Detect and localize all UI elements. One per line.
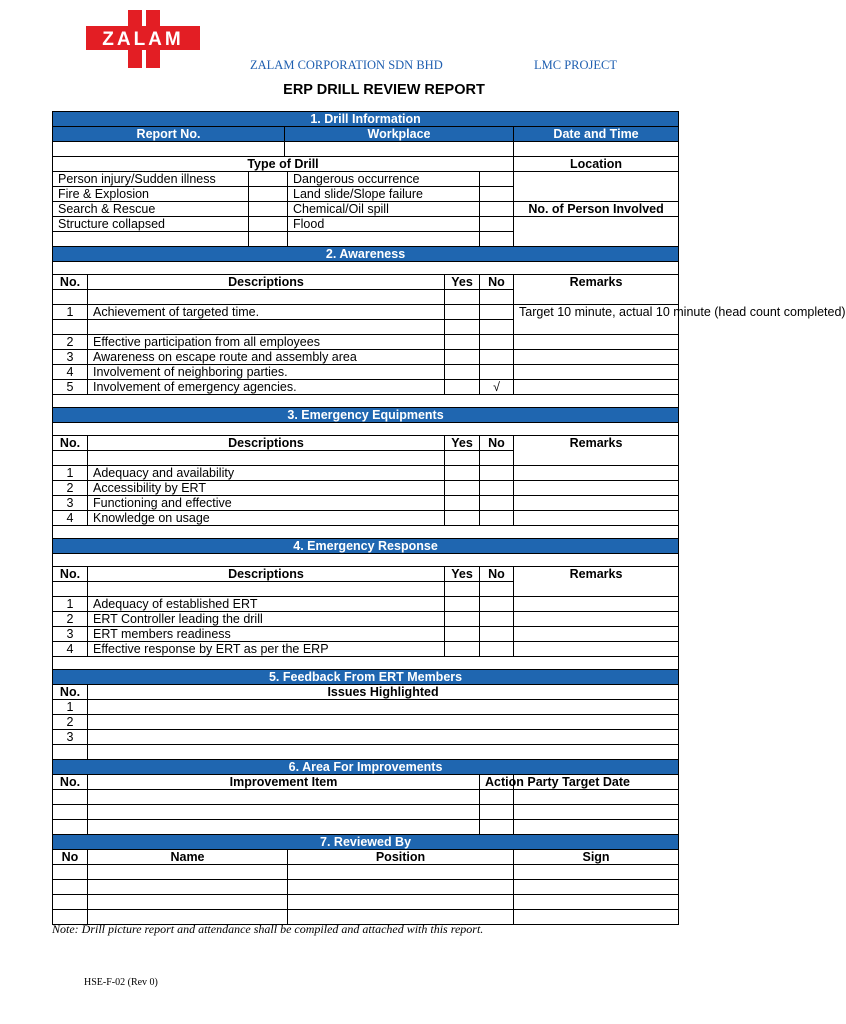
- yes-cell[interactable]: [445, 496, 480, 511]
- zalam-logo: [84, 8, 202, 70]
- row-description: Functioning and effective: [88, 496, 445, 511]
- col-name: Name: [88, 850, 288, 865]
- remarks-cell[interactable]: [514, 350, 679, 365]
- section-4-title: 4. Emergency Response: [53, 539, 679, 554]
- row-number: 2: [53, 481, 88, 496]
- yes-cell[interactable]: [445, 612, 480, 627]
- no-cell[interactable]: [480, 612, 514, 627]
- col-improvement-item: Improvement Item: [88, 775, 480, 790]
- no-cell[interactable]: [480, 481, 514, 496]
- drill-type-label: Chemical/Oil spill: [288, 202, 480, 217]
- row-description: Awareness on escape route and assembly area: [88, 350, 445, 365]
- col-no: No.: [53, 436, 88, 451]
- col-no: No.: [53, 567, 88, 582]
- row-number: 4: [53, 642, 88, 657]
- row-number: 3: [53, 730, 88, 745]
- company-name: ZALAM CORPORATION SDN BHD: [250, 58, 443, 72]
- col-descriptions: Descriptions: [88, 436, 445, 451]
- remarks-cell[interactable]: [514, 496, 679, 511]
- drill-type-checkbox[interactable]: [480, 172, 514, 187]
- date-time-field[interactable]: [514, 142, 679, 157]
- reviewer-name-field[interactable]: [88, 865, 288, 880]
- row-description: ERT members readiness: [88, 627, 445, 642]
- report-no-field[interactable]: [53, 142, 285, 157]
- section-2-title: 2. Awareness: [53, 247, 679, 262]
- row-number: [53, 745, 88, 760]
- col-issues: Issues Highlighted: [88, 685, 679, 700]
- no-cell[interactable]: [480, 365, 514, 380]
- yes-cell[interactable]: [445, 365, 480, 380]
- row-number: 3: [53, 496, 88, 511]
- row-number: 3: [53, 350, 88, 365]
- issue-field[interactable]: [88, 745, 679, 760]
- remarks-cell[interactable]: [514, 481, 679, 496]
- row-number: 1: [53, 305, 88, 320]
- col-remarks: Remarks: [514, 275, 679, 305]
- footnote: Note: Drill picture report and attendance shall be compiled and attached with this report.: [52, 922, 484, 936]
- drill-type-label: Person injury/Sudden illness: [53, 172, 249, 187]
- col-no-answer: No: [480, 275, 514, 290]
- location-header: Location: [514, 157, 679, 172]
- remarks-cell[interactable]: [514, 612, 679, 627]
- col-no-answer: No: [480, 436, 514, 451]
- row-number: 2: [53, 335, 88, 350]
- yes-cell[interactable]: [445, 466, 480, 481]
- no-cell[interactable]: [480, 350, 514, 365]
- drill-type-label: Land slide/Slope failure: [288, 187, 480, 202]
- no-cell[interactable]: [480, 511, 514, 526]
- improvement-field[interactable]: [88, 805, 480, 820]
- remarks-cell[interactable]: [514, 466, 679, 481]
- no-cell[interactable]: [480, 627, 514, 642]
- svg-text:ZALAM: ZALAM: [102, 29, 184, 50]
- yes-cell[interactable]: [445, 350, 480, 365]
- row-number: 1: [53, 597, 88, 612]
- row-description: Accessibility by ERT: [88, 481, 445, 496]
- drill-type-checkbox[interactable]: [480, 187, 514, 202]
- reviewer-name-field[interactable]: [88, 880, 288, 895]
- no-cell[interactable]: [480, 597, 514, 612]
- drill-type-checkbox[interactable]: [249, 172, 288, 187]
- section-6-title: 6. Area For Improvements: [53, 760, 679, 775]
- section-1-title: 1. Drill Information: [53, 112, 679, 127]
- drill-type-checkbox[interactable]: [249, 202, 288, 217]
- section-5-title: 5. Feedback From ERT Members: [53, 670, 679, 685]
- remarks-cell[interactable]: [514, 365, 679, 380]
- drill-type-label: Structure collapsed: [53, 217, 249, 232]
- workplace-field[interactable]: [285, 142, 514, 157]
- issue-field[interactable]: [88, 715, 679, 730]
- person-involved-header: No. of Person Involved: [514, 202, 679, 217]
- row-number: 3: [53, 627, 88, 642]
- remarks-cell[interactable]: [514, 511, 679, 526]
- col-descriptions: Descriptions: [88, 567, 445, 582]
- row-description: Involvement of neighboring parties.: [88, 365, 445, 380]
- yes-cell[interactable]: [445, 305, 480, 320]
- remarks-cell[interactable]: [514, 335, 679, 350]
- yes-cell[interactable]: [445, 511, 480, 526]
- workplace-header: Workplace: [285, 127, 514, 142]
- row-description: Effective participation from all employees: [88, 335, 445, 350]
- row-description: Knowledge on usage: [88, 511, 445, 526]
- col-no-answer: No: [480, 567, 514, 582]
- drill-type-label: Flood: [288, 217, 480, 232]
- yes-cell[interactable]: [445, 335, 480, 350]
- drill-type-label: Fire & Explosion: [53, 187, 249, 202]
- no-cell[interactable]: [480, 335, 514, 350]
- col-remarks: Remarks: [514, 567, 679, 597]
- col-position: Position: [288, 850, 514, 865]
- no-checkmark[interactable]: √: [480, 380, 514, 395]
- col-descriptions: Descriptions: [88, 275, 445, 290]
- row-number: 2: [53, 612, 88, 627]
- project-name: LMC PROJECT: [534, 58, 618, 72]
- col-no: No: [53, 850, 88, 865]
- remarks-cell[interactable]: Target 10 minute, actual 10 minute (head count completed): [514, 305, 679, 335]
- col-yes: Yes: [445, 275, 480, 290]
- issue-field[interactable]: [88, 700, 679, 715]
- person-involved-field[interactable]: [514, 217, 679, 247]
- row-number: 1: [53, 466, 88, 481]
- drill-type-checkbox[interactable]: [249, 232, 288, 247]
- col-no: No.: [53, 685, 88, 700]
- section-7-title: 7. Reviewed By: [53, 835, 679, 850]
- drill-type-label: Dangerous occurrence: [288, 172, 480, 187]
- drill-type-checkbox[interactable]: [480, 217, 514, 232]
- no-cell[interactable]: [480, 642, 514, 657]
- remarks-cell[interactable]: [514, 380, 679, 395]
- remarks-cell[interactable]: [514, 642, 679, 657]
- drill-type-label: Search & Rescue: [53, 202, 249, 217]
- improvement-field[interactable]: [88, 820, 480, 835]
- report-no-header: Report No.: [53, 127, 285, 142]
- type-of-drill-header: Type of Drill: [53, 157, 514, 172]
- yes-cell[interactable]: [445, 627, 480, 642]
- drill-type-checkbox[interactable]: [249, 187, 288, 202]
- no-cell[interactable]: [480, 466, 514, 481]
- col-no: No.: [53, 775, 88, 790]
- drill-review-form: [52, 111, 846, 925]
- drill-type-checkbox[interactable]: [249, 217, 288, 232]
- row-number: 4: [53, 511, 88, 526]
- location-field[interactable]: [514, 172, 679, 202]
- remarks-cell[interactable]: [514, 627, 679, 642]
- row-description: Achievement of targeted time.: [88, 305, 445, 320]
- report-title: ERP DRILL REVIEW REPORT: [283, 82, 485, 98]
- yes-cell[interactable]: [445, 481, 480, 496]
- row-number: 1: [53, 700, 88, 715]
- col-yes: Yes: [445, 567, 480, 582]
- row-number: 5: [53, 380, 88, 395]
- col-no: No.: [53, 275, 88, 290]
- no-cell[interactable]: [480, 496, 514, 511]
- section-3-title: 3. Emergency Equipments: [53, 408, 679, 423]
- form-code: HSE-F-02 (Rev 0): [84, 977, 158, 988]
- drill-type-checkbox[interactable]: [480, 202, 514, 217]
- row-description: Effective response by ERT as per the ERP: [88, 642, 445, 657]
- row-number: 2: [53, 715, 88, 730]
- row-description: Adequacy of established ERT: [88, 597, 445, 612]
- yes-cell[interactable]: [445, 642, 480, 657]
- row-description: Involvement of emergency agencies.: [88, 380, 445, 395]
- row-description: ERT Controller leading the drill: [88, 612, 445, 627]
- col-yes: Yes: [445, 436, 480, 451]
- col-action-party: Action Party: [480, 775, 514, 790]
- row-description: Adequacy and availability: [88, 466, 445, 481]
- reviewer-name-field[interactable]: [88, 895, 288, 910]
- col-target-date: Target Date: [514, 775, 679, 790]
- yes-cell[interactable]: [445, 380, 480, 395]
- col-remarks: Remarks: [514, 436, 679, 466]
- col-sign: Sign: [514, 850, 679, 865]
- no-cell[interactable]: [480, 305, 514, 320]
- date-time-header: Date and Time: [514, 127, 679, 142]
- remarks-cell[interactable]: [514, 597, 679, 612]
- row-number: 4: [53, 365, 88, 380]
- improvement-field[interactable]: [88, 790, 480, 805]
- issue-field[interactable]: [88, 730, 679, 745]
- drill-type-checkbox[interactable]: [480, 232, 514, 247]
- yes-cell[interactable]: [445, 597, 480, 612]
